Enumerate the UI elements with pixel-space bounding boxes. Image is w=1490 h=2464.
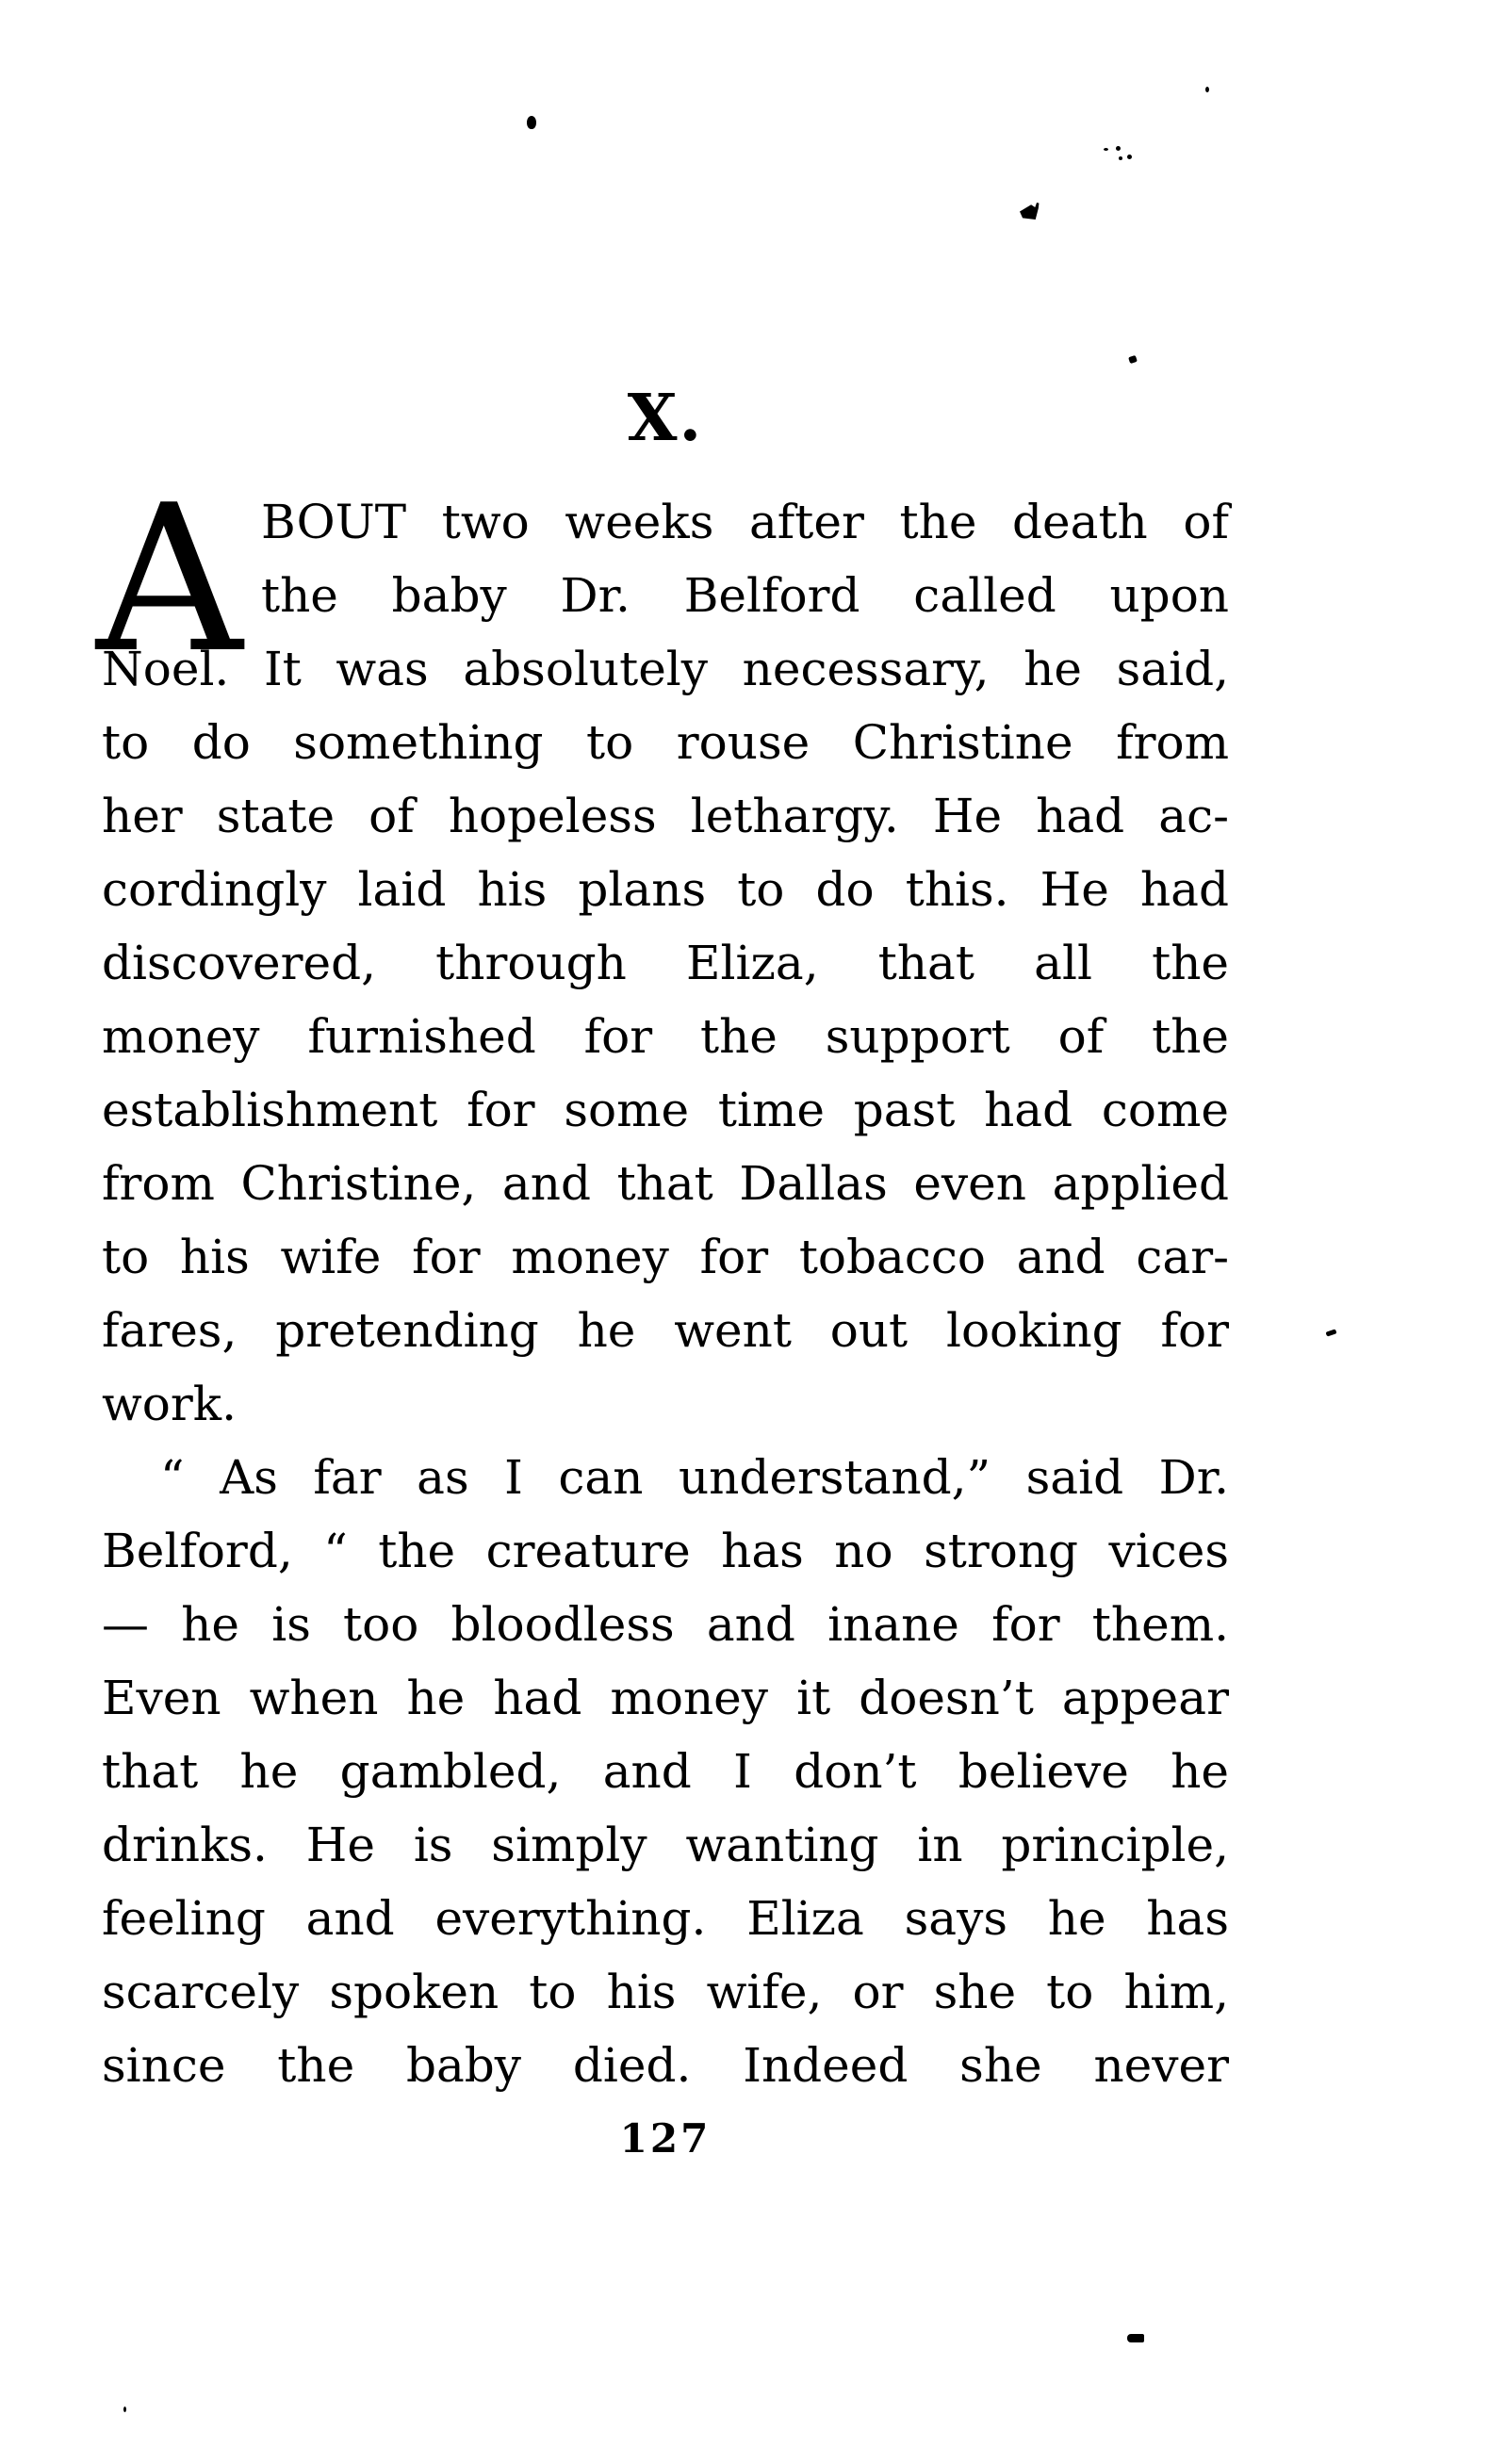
text-line: drinks. He is simply wanting in principle,	[102, 1818, 1229, 1872]
text-line: BOUT two weeks after the death of	[261, 495, 1229, 549]
scan-speck	[1325, 1329, 1336, 1336]
text-line: Even when he had money it doesn’t appear	[102, 1671, 1229, 1725]
scan-speck	[1104, 148, 1108, 151]
text-line: scarcely spoken to his wife, or she to him,	[102, 1965, 1229, 2019]
text-line: feeling and everything. Eliza says he has	[102, 1891, 1229, 1946]
text-line: since the baby died. Indeed she never	[102, 2038, 1229, 2093]
text-line: from Christine, and that Dallas even applied	[102, 1156, 1229, 1211]
scan-speck	[1020, 203, 1040, 220]
text-line: Noel. It was absolutely necessary, he said,	[102, 642, 1229, 696]
page-number: 127	[619, 2115, 712, 2162]
text-line: to his wife for money for tobacco and car-	[102, 1230, 1229, 1284]
scan-speck	[527, 116, 536, 129]
text-line: her state of hopeless lethargy. He had ac-	[102, 789, 1229, 843]
text-line: fares, pretending he went out looking for	[102, 1303, 1229, 1358]
text-line: discovered, through Eliza, that all the	[102, 936, 1229, 990]
text-line: Belford, “ the creature has no strong vices	[102, 1524, 1229, 1578]
text-line: the baby Dr. Belford called upon	[261, 568, 1229, 623]
text-line: work.	[102, 1377, 237, 1431]
text-line: money furnished for the support of the	[102, 1009, 1229, 1064]
scan-speck	[1127, 155, 1132, 159]
text-line: establishment for some time past had come	[102, 1083, 1229, 1137]
text-line: that he gambled, and I don’t believe he	[102, 1744, 1229, 1799]
scan-speck	[1128, 355, 1138, 364]
scan-speck	[1116, 146, 1121, 151]
scan-speck	[123, 2407, 126, 2412]
scan-speck	[1127, 2334, 1144, 2342]
text-line: to do something to rouse Christine from	[102, 715, 1229, 770]
scan-speck	[1119, 156, 1122, 160]
drop-cap-letter: A	[96, 461, 243, 697]
text-line: cordingly laid his plans to do this. He had	[102, 862, 1229, 917]
body-text	[102, 485, 1229, 2102]
text-line: — he is too bloodless and inane for them.	[102, 1597, 1229, 1652]
scan-speck	[1205, 87, 1209, 92]
text-line: “ As far as I can understand,” said Dr.	[160, 1450, 1229, 1505]
chapter-heading: X.	[627, 381, 704, 456]
